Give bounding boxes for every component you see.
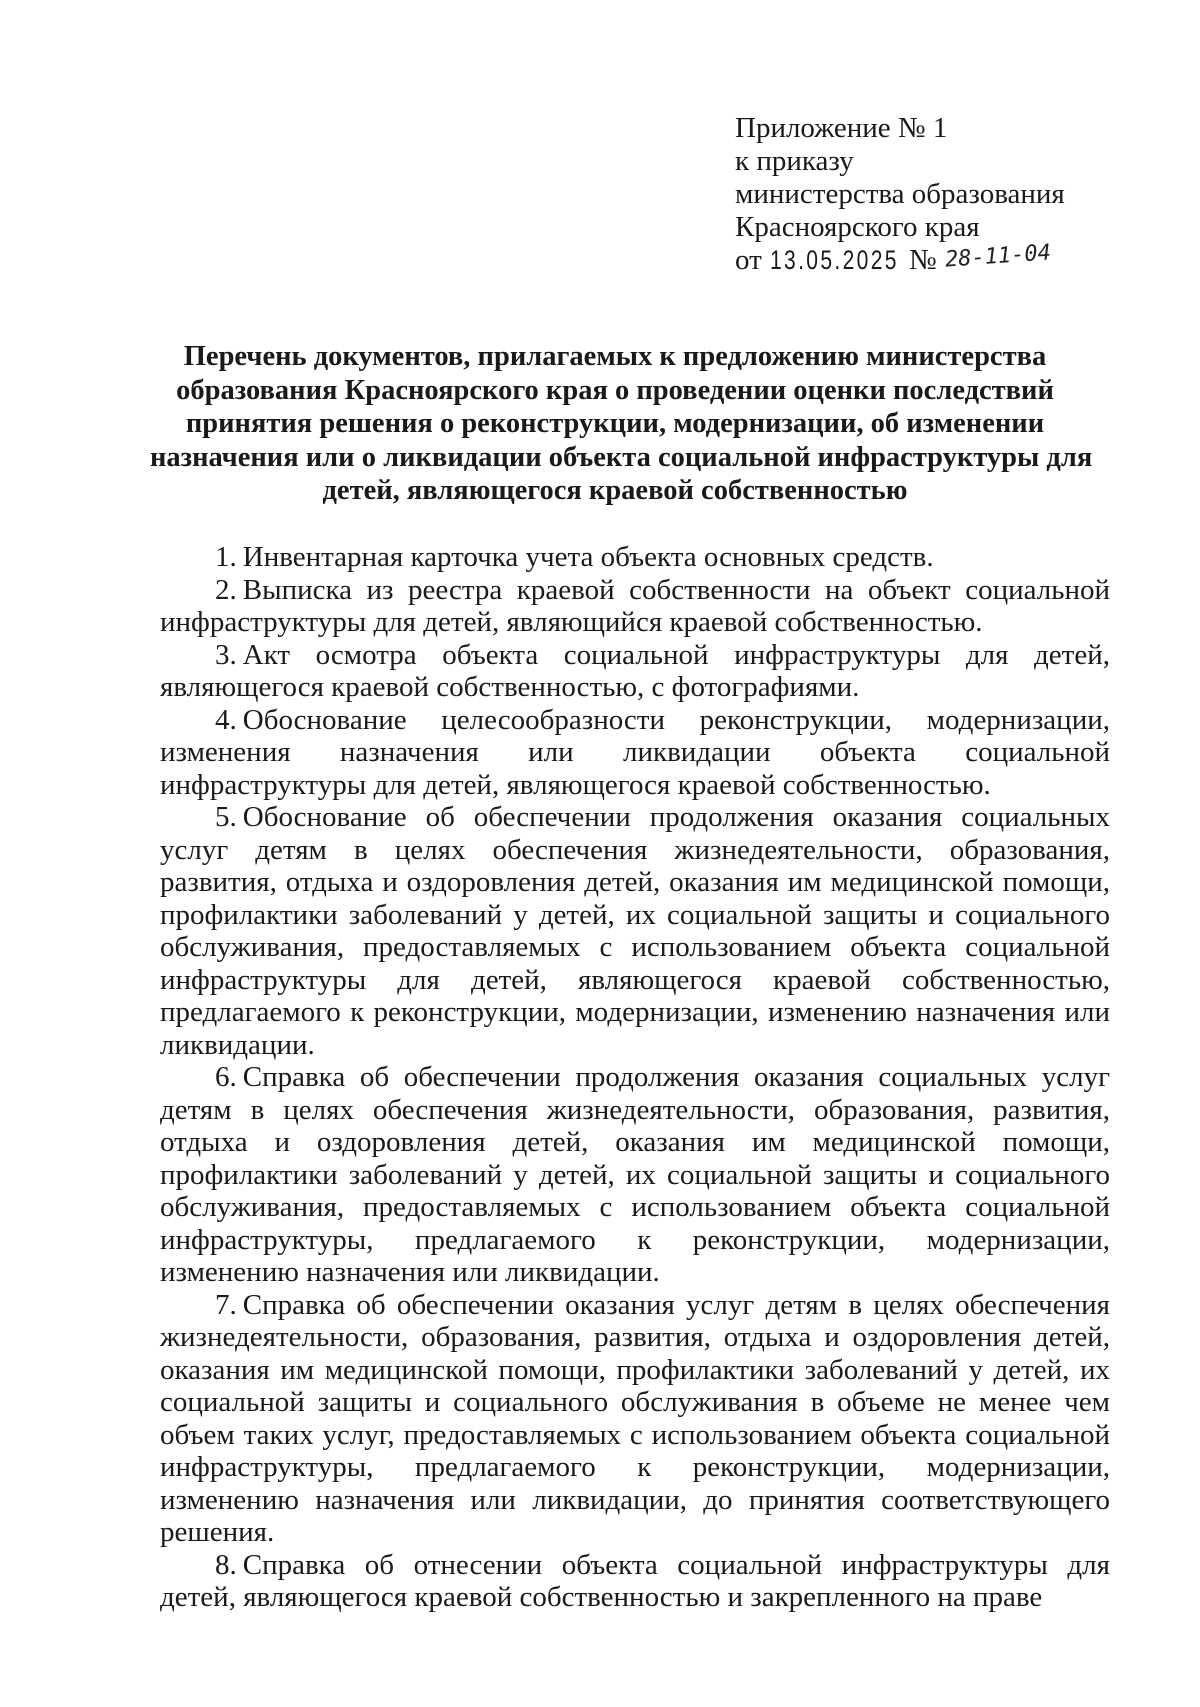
appendix-date-line	[735, 240, 1065, 279]
title-line-4: назначения или о ликвидации объекта социальной инфраструктуры для	[150, 441, 1093, 473]
list-item-number: 4.	[215, 703, 237, 736]
list-item	[160, 1061, 1110, 1289]
appendix-line-3: министерства образования	[735, 178, 1065, 210]
list-item	[160, 574, 1110, 639]
date-stamp: 13.05.2025	[769, 245, 899, 275]
document-list	[160, 541, 1110, 1614]
list-item-number: 6.	[215, 1061, 237, 1093]
list-item-text: Обоснование целесообразности реконструкции, модернизации, изменения назначения или ликвидации объекта социальной инфраструктуры для детей, являющегося краевой собственностью.	[160, 703, 1110, 801]
list-item-text: Обоснование об обеспечении продолжения оказания социальных услуг детям в целях обеспечения жизнедеятельности, образования, развития, отдыха и оздоровления детей, оказания им медицинской помощи, профилактики заболеваний у детей, их социальной защиты и социального обслуживания, предоставляемых с использованием объекта социальной инфраструктуры для детей, являющегося краевой собственностью, предлагаемого к реконструкции, модернизации, изменению назначения или ликвидации.	[160, 801, 1110, 1061]
number-prefix: №	[908, 244, 937, 276]
list-item-number: 2.	[215, 573, 237, 606]
appendix-header	[735, 112, 1065, 279]
appendix-line-2: к приказу	[735, 145, 854, 177]
list-item-number: 3.	[215, 638, 237, 671]
title-line-1: Перечень документов, прилагаемых к предложению министерства	[183, 341, 1047, 372]
list-item-number: 8.	[215, 1548, 237, 1581]
appendix-line-1: Приложение № 1	[735, 112, 948, 144]
title-line-2: образования Красноярского края о проведении оценки последствий	[176, 374, 1054, 406]
list-item	[160, 1549, 1110, 1614]
list-item	[160, 704, 1110, 802]
list-item	[160, 639, 1110, 704]
list-item-text: Справка об отнесении объекта социальной инфраструктуры для детей, являющегося краевой собственностью и закрепленного на праве	[160, 1548, 1110, 1613]
list-item-text: Справка об обеспечении продолжения оказания социальных услуг детям в целях обеспечения жизнедеятельности, образования, развития, отдыха и оздоровления детей, оказания им медицинской помощи, профилактики заболеваний у детей, их социальной защиты и социального обслуживания, предоставляемых с использованием объекта социальной инфраструктуры, предлагаемого к реконструкции, модернизации, изменению назначения или ликвидации.	[160, 1061, 1110, 1288]
document-title	[150, 340, 1093, 508]
handwritten-order-number: 28-11-04	[943, 240, 1052, 273]
list-item-text: Инвентарная карточка учета объекта основных средств.	[242, 541, 934, 573]
list-item	[160, 541, 1110, 574]
list-item	[160, 801, 1110, 1061]
list-item-text: Акт осмотра объекта социальной инфраструктуры для детей, являющегося краевой собственностью, с фотографиями.	[160, 638, 1110, 703]
appendix-line-4: Красноярского края	[735, 211, 980, 243]
list-item-text: Справка об обеспечении оказания услуг детям в целях обеспечения жизнедеятельности, образования, развития, отдыха и оздоровления детей, оказания им медицинской помощи, профилактики заболеваний у детей, их социальной защиты и социального обслуживания в объеме не менее чем объем таких услуг, предоставляемых с использованием объекта социальной инфраструктуры, предлагаемого к реконструкции, модернизации, изменению назначения или ликвидации, до принятия соответствующего решения.	[160, 1288, 1110, 1548]
date-prefix: от	[735, 244, 762, 276]
title-line-3: принятия решения о реконструкции, модернизации, об изменении	[185, 408, 1045, 439]
title-line-5: детей, являющегося краевой собственностью	[322, 475, 908, 506]
list-item-number: 1.	[215, 541, 237, 573]
list-item	[160, 1289, 1110, 1549]
list-item-text: Выписка из реестра краевой собственности на объект социальной инфраструктуры для детей, являющийся краевой собственностью.	[160, 573, 1110, 638]
list-item-number: 5.	[215, 801, 237, 833]
list-item-number: 7.	[215, 1288, 237, 1321]
